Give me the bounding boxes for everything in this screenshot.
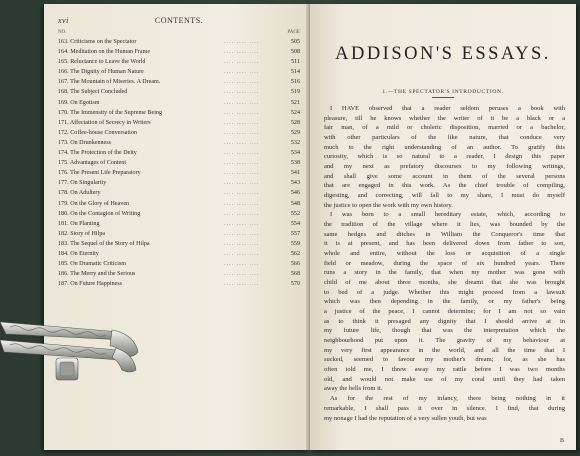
text-line: that are engaged in this work. As the chief trouble of compiling,	[324, 182, 565, 190]
entry-page: 557	[290, 230, 300, 237]
entry-text: On Future Happiness	[70, 281, 122, 288]
contents-entry	[58, 259, 300, 269]
entry-page: 534	[290, 150, 300, 157]
entry-page: 570	[290, 281, 300, 288]
text-line: old, and would not make use of my coral until they had taken	[324, 375, 565, 383]
leader-dots: .... .... ....	[224, 240, 260, 247]
entry-page: 543	[290, 180, 300, 187]
contents-entry	[58, 209, 300, 219]
text-line: digesting, and correcting, will fall to my share, I must do myself	[324, 192, 565, 200]
contents-entry	[58, 188, 300, 198]
entry-number: 178.	[58, 190, 69, 197]
leader-dots: .... .... ....	[224, 230, 260, 237]
text-line: to bed of a judge. Whether this might proceed from a lawsuit	[324, 288, 565, 296]
entry-page: 508	[290, 49, 300, 56]
text-line: field or meadow, during the space of six hundred years. There	[324, 259, 565, 267]
entry-text: The Merry and the Serious	[70, 271, 136, 278]
entry-number: 163.	[58, 39, 69, 45]
entry-number: 165.	[58, 59, 69, 66]
entry-text: On Drunkenness	[70, 139, 111, 146]
heading-rule	[432, 97, 454, 98]
text-line: pleasure, till he knows whether the writer of it be a black or a	[324, 114, 565, 122]
entry-title	[58, 98, 100, 108]
text-line: with other particulars of the like nature, that conduce very	[324, 134, 565, 142]
entry-number: 167.	[58, 79, 69, 86]
contents-entry	[58, 158, 300, 168]
text-line: As for the rest of my infancy, there being nothing in it	[330, 395, 565, 403]
contents-entry	[58, 98, 300, 108]
text-line: I HAVE observed that a reader seldom peruses a book with	[330, 105, 565, 112]
leader-dots: .... .... ....	[224, 261, 260, 268]
entry-number: 179.	[58, 200, 69, 207]
signature-mark: B	[559, 438, 564, 444]
entry-number: 177.	[58, 180, 69, 187]
entry-number: 184.	[58, 250, 69, 257]
entry-page: 568	[290, 271, 300, 278]
book-title: ADDISON'S ESSAYS.	[335, 44, 551, 64]
entry-title	[58, 77, 160, 87]
entry-page: 528	[290, 119, 300, 126]
entry-number: 185.	[58, 261, 69, 268]
entry-text: The Dignity of Human Nature	[70, 69, 144, 76]
leader-dots: .... .... ....	[224, 180, 260, 187]
entry-page: 516	[290, 79, 300, 86]
entry-title	[58, 118, 151, 128]
entry-title	[58, 108, 162, 118]
entry-text: On Adultery	[70, 190, 101, 197]
contents-list	[58, 37, 300, 289]
entry-text: On the Glory of Heaven	[70, 200, 130, 207]
entry-number: 171.	[58, 119, 69, 126]
text-line: fair man, of a mild or choleric disposition, married or a bachelor,	[324, 124, 565, 132]
column-headers	[58, 30, 300, 37]
contents-entry	[58, 199, 300, 209]
entry-text: The Protection of the Deity	[70, 150, 137, 157]
text-line: sucked, seemed to favour my mother's dream; for, as she has	[324, 356, 565, 364]
leader-dots: .... .... ....	[224, 89, 260, 96]
leader-dots: .... .... ....	[224, 220, 260, 227]
text-line: as to think it presaged any dignity that I should arrive at in	[324, 317, 565, 325]
contents-entry	[58, 87, 300, 97]
essay-body	[324, 104, 565, 423]
text-line: remarkable, I shall pass it over in silence. I find, that during	[324, 404, 565, 412]
entry-number: 168.	[58, 89, 69, 96]
text-line: often told me, I threw away my rattle before I was two months	[324, 366, 565, 374]
entry-title	[58, 47, 150, 57]
entry-page: 562	[290, 250, 300, 257]
leader-dots: .... .... ....	[224, 160, 260, 167]
contents-entry	[58, 239, 300, 249]
entry-page: 541	[290, 170, 300, 177]
column-header-page: PAGE	[287, 30, 300, 35]
entry-page: 554	[290, 220, 300, 227]
entry-number: 164.	[58, 49, 69, 56]
leader-dots: .... .... ....	[224, 281, 260, 288]
text-line: a justice of the peace, I cannot determine; for I am not so vain	[324, 308, 565, 316]
contents-entry	[58, 279, 300, 289]
text-line: and shall give some account in them of the several persons	[324, 172, 565, 180]
entry-text: The Immensity of the Supreme Being	[70, 109, 162, 116]
text-line: same hedges and ditches in William the Conqueror's time that	[324, 230, 565, 238]
text-line: the justice to open the work with my own history.	[324, 201, 453, 209]
contents-entry	[58, 67, 300, 77]
contents-entry	[58, 178, 300, 188]
text-line: much to the right understanding of an author. To gratify this	[324, 143, 565, 151]
entry-title	[58, 229, 105, 239]
entry-text: The Present Life Preparatory	[70, 170, 141, 177]
text-line: my future life, though that was the interpretation which the	[324, 327, 565, 335]
entry-text: The Mountain of Miseries. A Dream.	[70, 79, 161, 86]
entry-number: 172.	[58, 129, 69, 136]
contents-entry	[58, 148, 300, 158]
leader-dots: .... .... ....	[224, 210, 260, 217]
entry-title	[58, 188, 101, 198]
text-line: my nonage I had the reputation of a very sullen youth, but was	[324, 414, 487, 422]
leader-dots: .... .... ....	[224, 139, 260, 146]
leader-dots: .... .... ....	[224, 119, 260, 126]
text-line: it is at present, and has been delivered down from father to son,	[324, 240, 565, 248]
entry-title	[58, 249, 99, 259]
entry-number: 173.	[58, 139, 69, 146]
entry-text: Criticisms on the Spectator	[70, 39, 137, 45]
entry-title	[58, 158, 126, 168]
entry-number: 187.	[58, 281, 69, 288]
entry-text: The Subject Concluded	[70, 89, 128, 96]
entry-number: 174.	[58, 150, 69, 157]
entry-number: 175.	[58, 160, 69, 167]
entry-page: 532	[290, 139, 300, 146]
leader-dots: .... .... ....	[224, 59, 260, 66]
text-line: neighbourhood put upon it. The gravity of my behaviour at	[324, 337, 565, 345]
contents-entry	[58, 77, 300, 87]
entry-number: 180.	[58, 210, 69, 217]
entry-title	[58, 138, 111, 148]
contents-entry	[58, 138, 300, 148]
essay-heading: 1.—THE SPECTATOR'S INTRODUCTION.	[382, 89, 504, 95]
entry-text: Advantages of Content	[69, 160, 127, 167]
contents-entry	[58, 219, 300, 229]
entry-title	[58, 269, 135, 279]
entry-page: 566	[290, 261, 300, 268]
entry-page: 511	[291, 59, 300, 66]
text-line: I was born to a small hereditary estate, which, according to	[330, 211, 565, 219]
text-line: and my next as prefatory discourses to my following writings,	[324, 163, 565, 171]
text-line: which was then depending in the family, or my father's being	[324, 298, 565, 306]
entry-text: Story of Hilpa	[70, 230, 106, 237]
entry-number: 186.	[58, 271, 69, 278]
leader-dots: .... .... ....	[224, 170, 260, 177]
entry-title	[58, 259, 126, 269]
entry-title	[58, 168, 141, 178]
entry-page: 521	[290, 99, 300, 106]
entry-title	[58, 199, 129, 209]
entry-text: On Planting	[70, 220, 100, 227]
entry-page: 524	[290, 109, 300, 116]
entry-number: 182.	[58, 230, 69, 237]
entry-page: 548	[290, 200, 300, 207]
entry-title	[58, 67, 144, 77]
running-title: CONTENTS.	[154, 16, 204, 25]
entry-title	[58, 219, 100, 229]
leader-dots: .... .... ....	[224, 250, 260, 257]
entry-page: 505	[290, 39, 300, 45]
contents-entry	[58, 57, 300, 67]
entry-page: 559	[290, 240, 300, 247]
contents-entry	[58, 37, 300, 47]
contents-entry	[58, 269, 300, 279]
entry-text: The Sequel of the Story of Hilpa	[70, 240, 150, 247]
entry-number: 176.	[58, 170, 69, 177]
text-line: the tradition of the village where it lies, was bounded by the	[324, 221, 565, 229]
contents-entry	[58, 249, 300, 259]
entry-title	[58, 148, 137, 158]
entry-number: 166.	[58, 69, 69, 76]
entry-number: 170.	[58, 109, 69, 116]
leader-dots: .... .... ....	[224, 49, 260, 56]
text-line: my very first appearance in the world, and all the time that I	[324, 346, 565, 354]
entry-text: On Egotism	[70, 99, 100, 106]
entry-text: Affectation of Secrecy in Writers	[69, 119, 151, 126]
leader-dots: .... .... ....	[224, 69, 260, 76]
leader-dots: .... .... ....	[224, 271, 260, 278]
entry-page: 514	[290, 69, 300, 76]
contents-entry	[58, 108, 300, 118]
entry-number: 183.	[58, 240, 69, 247]
entry-title	[58, 178, 106, 188]
entry-title	[58, 239, 150, 249]
leader-dots: .... .... ....	[224, 190, 260, 197]
entry-page: 529	[290, 129, 300, 136]
entry-page: 546	[290, 190, 300, 197]
entry-text: On Singularity	[70, 180, 107, 187]
entry-text: On the Contagion of Writing	[70, 210, 141, 217]
entry-text: On Dramatic Criticism	[70, 261, 127, 268]
entry-title	[58, 57, 145, 67]
entry-title	[58, 87, 127, 97]
text-line: child of me about three months, she dreamt that she was brought	[324, 279, 565, 287]
entry-title	[58, 279, 122, 289]
entry-number: 181.	[58, 220, 69, 227]
leader-dots: .... .... ....	[224, 39, 260, 45]
page-number: xvi	[58, 16, 69, 25]
contents-entry	[58, 128, 300, 138]
entry-title	[58, 37, 136, 47]
column-header-no: NO.	[58, 30, 67, 35]
leader-dots: .... .... ....	[224, 109, 260, 116]
entry-text: Coffee-house Conversation	[70, 129, 137, 136]
text-line: away the bells from it.	[324, 385, 383, 393]
entry-text: Meditation on the Human Frame	[70, 49, 151, 56]
entry-text: Reluctance to Leave the World	[70, 59, 146, 66]
entry-title	[58, 128, 137, 138]
contents-entry	[58, 229, 300, 239]
text-line: curiosity, which is so natural to a reader, I design this paper	[324, 153, 565, 161]
entry-page: 552	[290, 210, 300, 217]
entry-text: On Eternity	[70, 250, 99, 257]
text-line: runs a story in the family, that when my mother was gone with	[324, 269, 565, 277]
leader-dots: .... .... ....	[224, 150, 260, 157]
right-page	[310, 4, 576, 450]
entry-page: 519	[290, 89, 300, 96]
entry-title	[58, 209, 140, 219]
leader-dots: .... .... ....	[224, 129, 260, 136]
leader-dots: .... .... ....	[224, 200, 260, 207]
leader-dots: .... .... ....	[224, 79, 260, 86]
text-line: whole and entire, without the loss or acquisition of a single	[324, 250, 565, 258]
contents-entry	[58, 168, 300, 178]
contents-entry	[58, 47, 300, 57]
entry-page: 538	[290, 160, 300, 167]
silver-book-clip	[0, 300, 150, 420]
entry-number: 169.	[58, 99, 69, 106]
leader-dots: .... .... ....	[224, 99, 260, 106]
contents-entry	[58, 118, 300, 128]
